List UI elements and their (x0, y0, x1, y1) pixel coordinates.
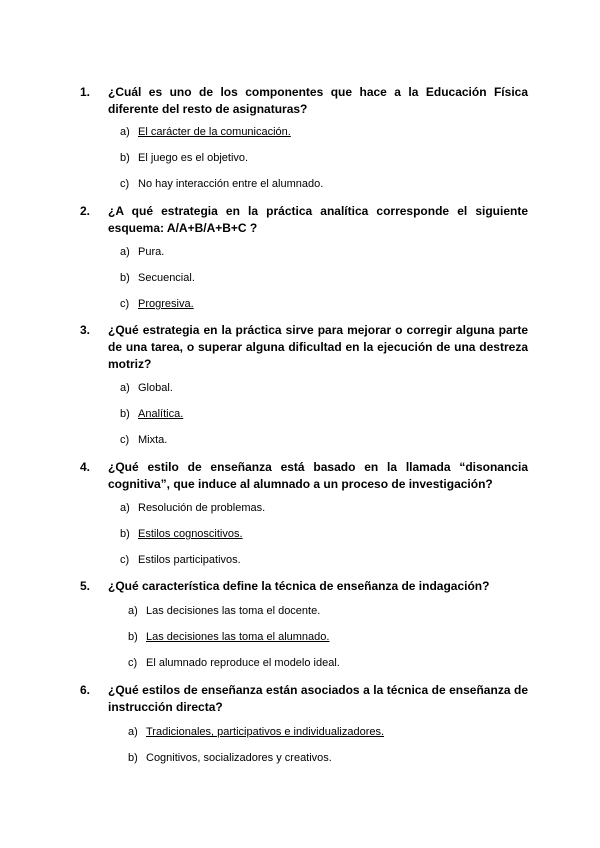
question-number: 3. (80, 323, 91, 337)
option-letter: c) (120, 178, 130, 190)
question-text: ¿Qué estrategia en la práctica sirve para mejorar o corregir alguna parte de una tarea, o superar alguna dificultad en la ejecución de una destreza motriz? (108, 323, 528, 371)
option-letter: a) (120, 246, 130, 258)
option-letter: b) (120, 152, 130, 164)
option-letter: b) (120, 408, 130, 420)
option-letter: a) (128, 726, 138, 738)
option-text: No hay interacción entre el alumnado. (138, 178, 324, 190)
option-letter: b) (128, 752, 138, 764)
option-text: Cognitivos, socializadores y creativos. (146, 752, 332, 764)
question-number: 4. (80, 460, 91, 474)
option-letter: c) (120, 298, 130, 310)
option-letter: c) (120, 554, 130, 566)
option-text: Secuencial. (138, 272, 195, 284)
question-text: ¿Qué estilos de enseñanza están asociados a la técnica de enseñanza de instrucción directa? (108, 683, 528, 714)
question-number: 2. (80, 204, 91, 218)
option-text-correct: Analítica. (138, 408, 184, 420)
option-text-correct: Tradicionales, participativos e individualizadores. (146, 726, 385, 738)
question-number: 6. (80, 683, 91, 697)
option-letter: b) (120, 528, 130, 540)
question-text: ¿Cuál es uno de los componentes que hace a la Educación Física diferente del resto de asignaturas? (108, 85, 528, 116)
option-letter: b) (128, 631, 138, 643)
option-text: Estilos participativos. (138, 554, 241, 566)
option-letter: a) (120, 126, 130, 138)
option-text: Las decisiones las toma el docente. (146, 605, 321, 617)
question-text: ¿Qué característica define la técnica de enseñanza de indagación? (108, 579, 490, 593)
option-text-correct: El carácter de la comunicación. (138, 126, 291, 138)
option-text: Resolución de problemas. (138, 502, 266, 514)
question-text: ¿A qué estrategia en la práctica analítica corresponde el siguiente esquema: A/A+B/A+B+C ? (108, 204, 528, 235)
option-text: El juego es el objetivo. (138, 152, 249, 164)
option-text: Global. (138, 382, 173, 394)
option-letter: c) (120, 434, 130, 446)
option-letter: b) (120, 272, 130, 284)
option-text: Pura. (138, 246, 165, 258)
option-text-correct: Las decisiones las toma el alumnado. (146, 631, 330, 643)
option-text-correct: Progresiva. (138, 298, 194, 310)
option-letter: a) (120, 502, 130, 514)
question-number: 1. (80, 85, 91, 99)
option-letter: a) (128, 605, 138, 617)
option-letter: a) (120, 382, 130, 394)
option-letter: c) (128, 657, 138, 669)
option-text: El alumnado reproduce el modelo ideal. (146, 657, 340, 669)
question-text: ¿Qué estilo de enseñanza está basado en la llamada “disonancia cognitiva”, que induce al alumnado a un proceso de investigación? (108, 460, 528, 491)
question-number: 5. (80, 579, 91, 593)
option-text-correct: Estilos cognoscitivos. (138, 528, 243, 540)
option-text: Mixta. (138, 434, 168, 446)
